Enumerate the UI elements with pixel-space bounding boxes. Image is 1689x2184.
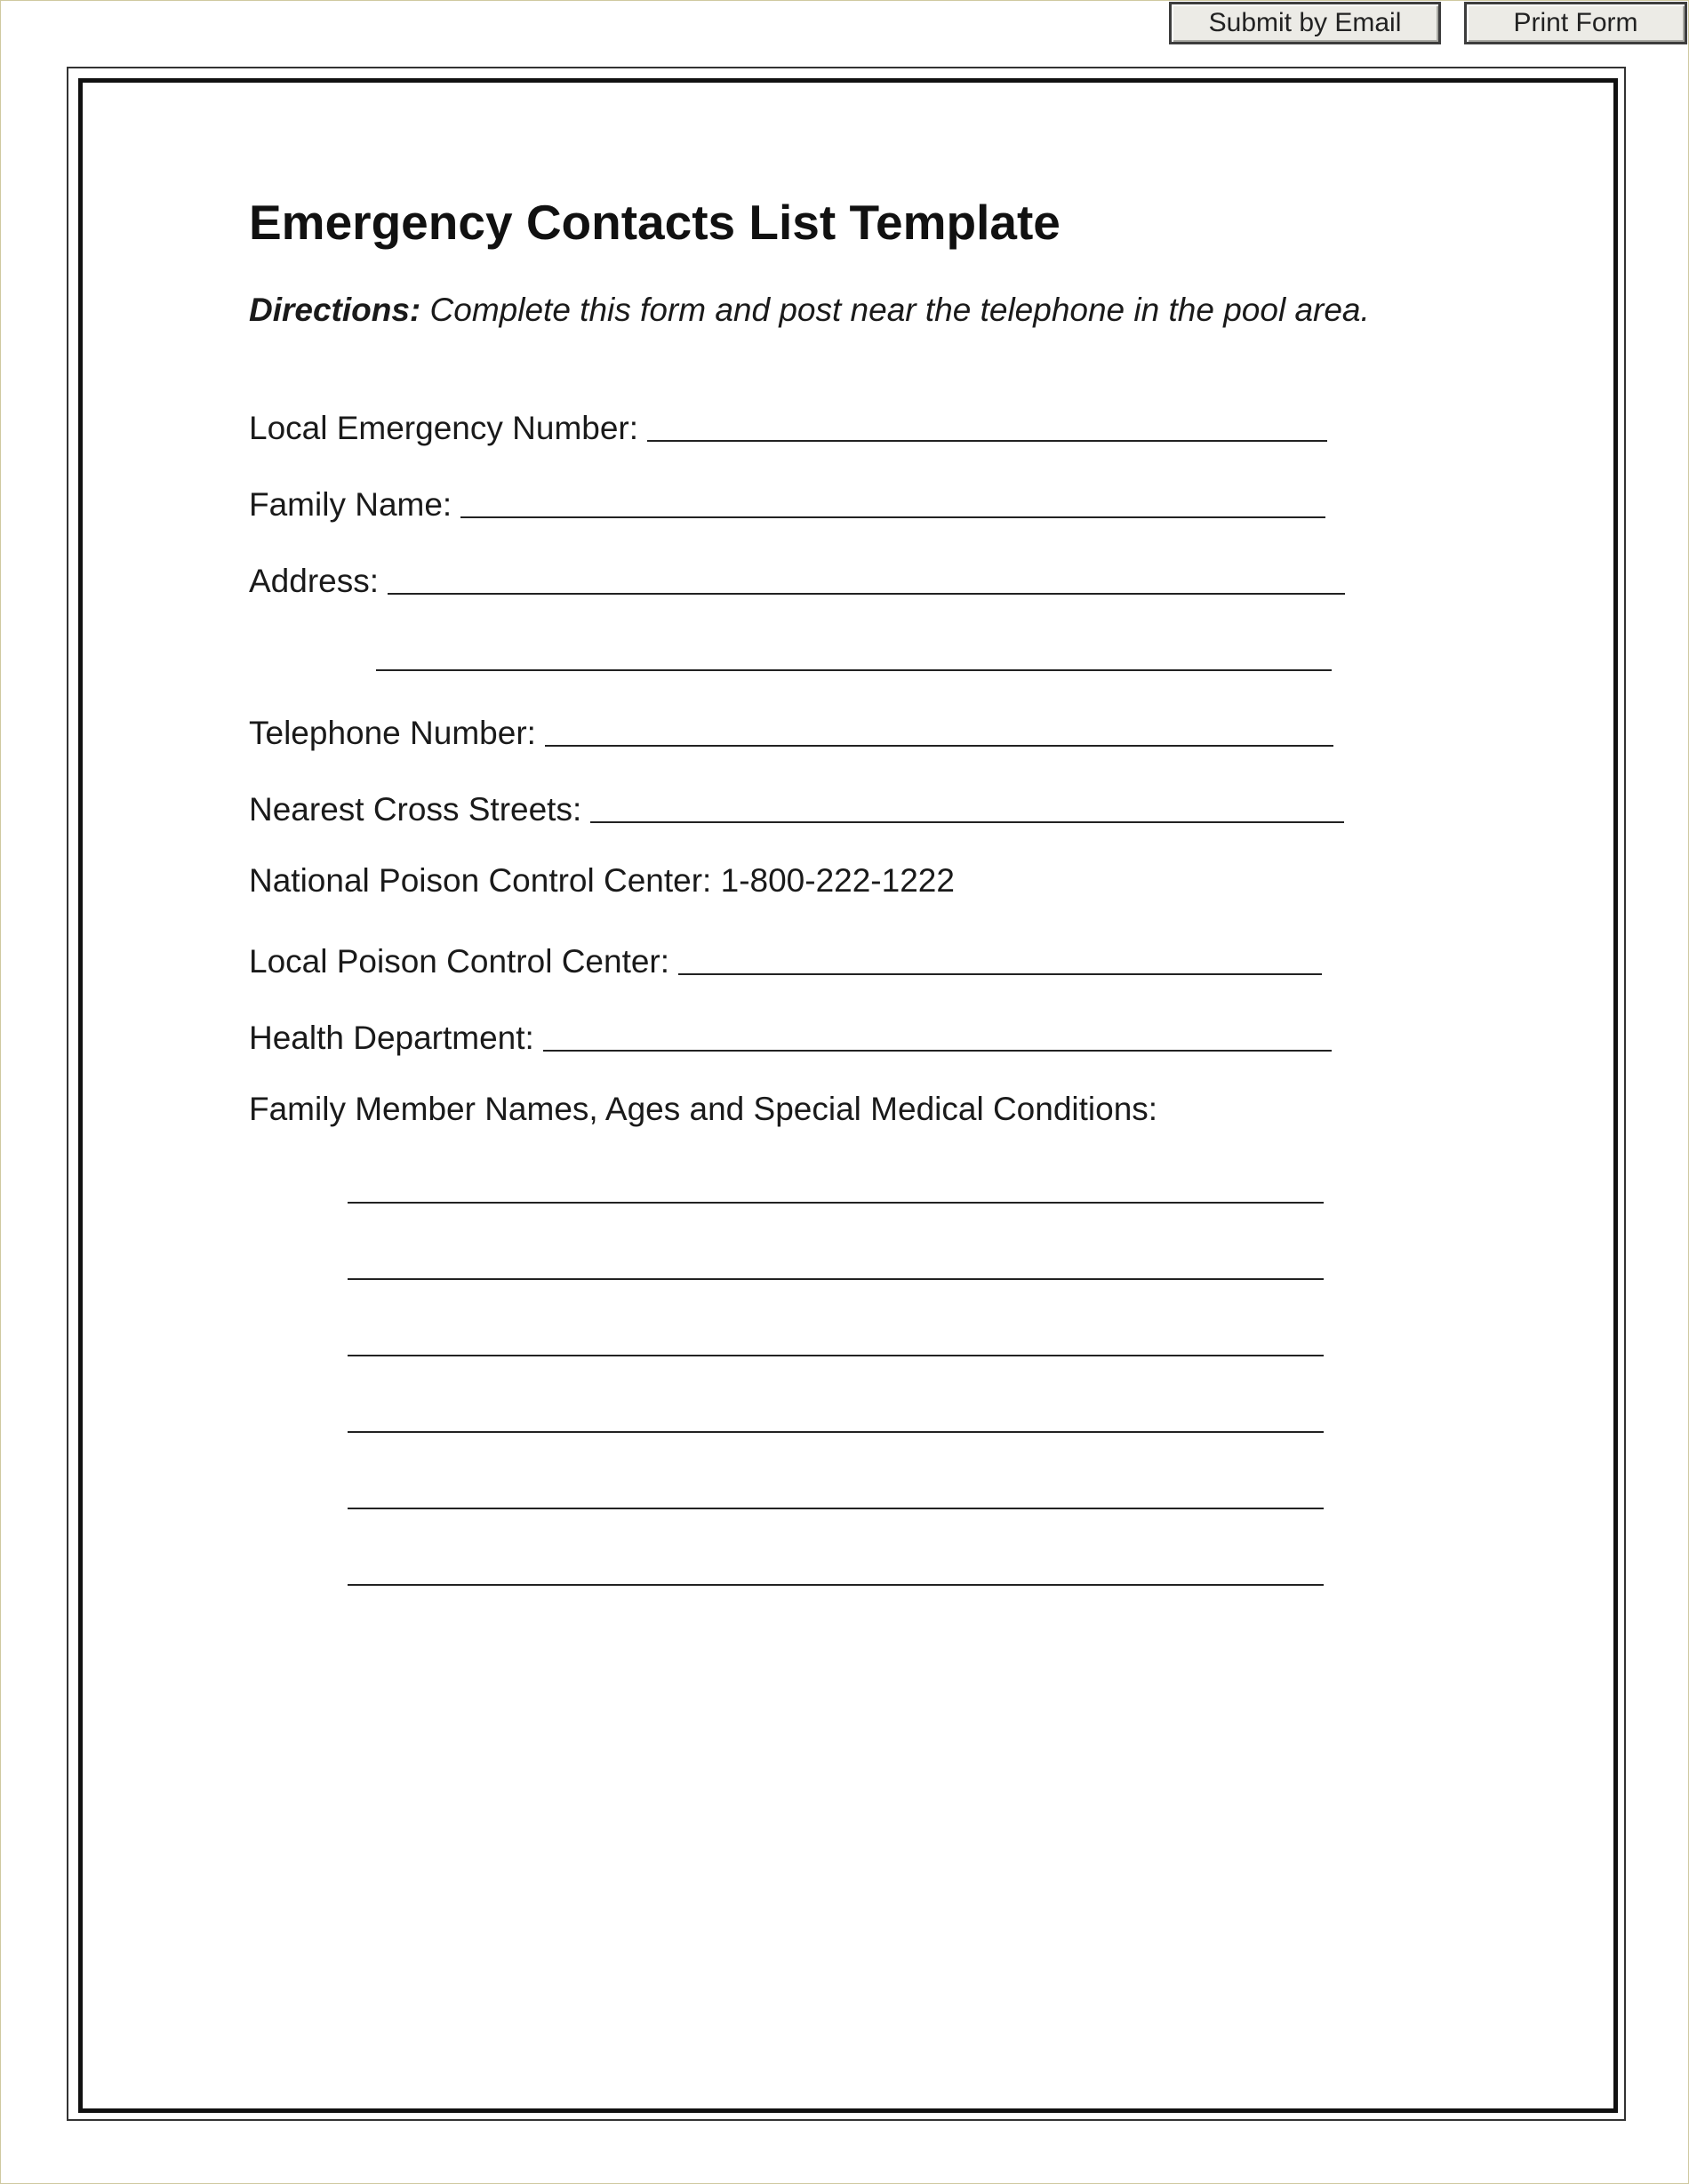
telephone-number-label: Telephone Number: — [249, 715, 536, 751]
address-field[interactable] — [388, 593, 1345, 595]
local-emergency-number-label: Local Emergency Number: — [249, 410, 639, 446]
address-row — [249, 557, 1345, 600]
local-emergency-number-row — [249, 404, 1327, 447]
health-department-label: Health Department: — [249, 1020, 534, 1056]
family-member-line[interactable] — [348, 1202, 1324, 1204]
family-member-line[interactable] — [348, 1278, 1324, 1280]
family-member-line[interactable] — [348, 1508, 1324, 1509]
print-form-button[interactable]: Print Form — [1464, 2, 1687, 44]
family-member-line[interactable] — [348, 1355, 1324, 1356]
address-line-2-field[interactable] — [376, 669, 1332, 671]
directions-lead: Directions: — [249, 292, 421, 328]
family-member-line[interactable] — [348, 1431, 1324, 1433]
local-emergency-number-field[interactable] — [647, 440, 1327, 442]
national-poison-control-text: National Poison Control Center: 1-800-222-1222 — [249, 862, 955, 899]
family-members-label: Family Member Names, Ages and Special Medical Conditions: — [249, 1091, 1158, 1127]
family-name-row — [249, 481, 1325, 524]
local-poison-control-field[interactable] — [678, 973, 1322, 975]
nearest-cross-streets-label: Nearest Cross Streets: — [249, 791, 582, 828]
family-name-label: Family Name: — [249, 486, 452, 523]
directions-text — [249, 292, 1370, 329]
directions-body: Complete this form and post near the telephone in the pool area. — [420, 292, 1370, 328]
telephone-number-row — [249, 709, 1333, 752]
local-poison-control-label: Local Poison Control Center: — [249, 943, 670, 980]
health-department-row — [249, 1014, 1332, 1057]
telephone-number-field[interactable] — [545, 745, 1333, 747]
family-member-line[interactable] — [348, 1584, 1324, 1586]
local-poison-control-row — [249, 938, 1322, 980]
submit-by-email-button[interactable]: Submit by Email — [1169, 2, 1441, 44]
address-label: Address: — [249, 563, 380, 599]
health-department-field[interactable] — [543, 1050, 1332, 1052]
nearest-cross-streets-field[interactable] — [590, 821, 1344, 823]
nearest-cross-streets-row — [249, 786, 1344, 828]
page-title: Emergency Contacts List Template — [249, 195, 1061, 250]
family-name-field[interactable] — [460, 516, 1325, 518]
